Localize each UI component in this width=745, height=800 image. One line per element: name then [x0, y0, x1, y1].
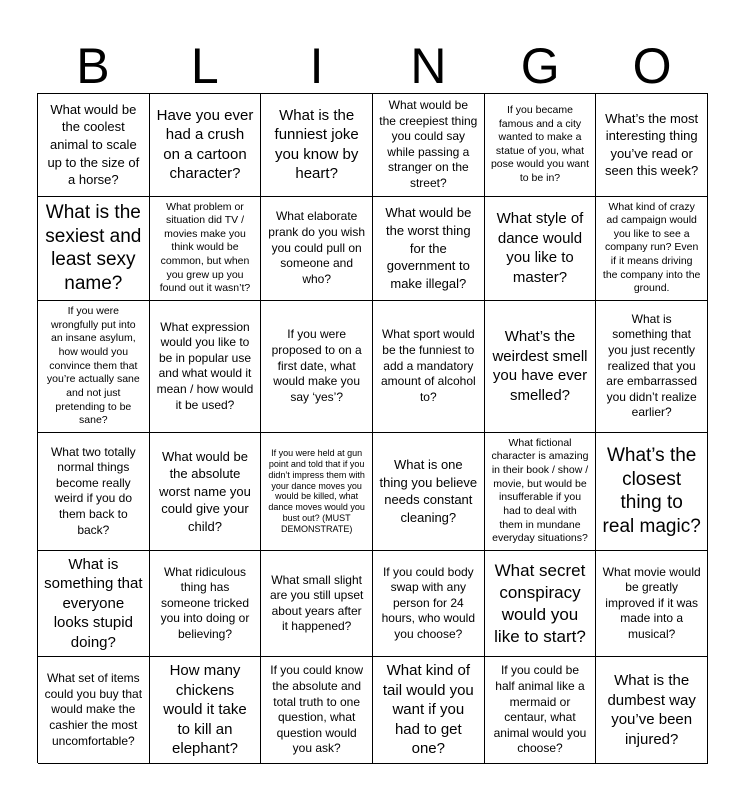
bingo-cell[interactable] — [150, 301, 262, 433]
bingo-cell[interactable] — [150, 197, 262, 301]
bingo-cell[interactable] — [38, 433, 150, 551]
bingo-cell[interactable] — [150, 433, 262, 551]
cell-text: What’s the closest thing to real magic? — [602, 444, 701, 538]
bingo-cell[interactable] — [485, 94, 597, 197]
bingo-cell[interactable] — [373, 433, 485, 551]
bingo-cell[interactable] — [373, 551, 485, 658]
title-letter-i: I — [309, 38, 324, 94]
title-letter-b: B — [76, 38, 110, 94]
cell-text: What secret conspiracy would you like to start? — [494, 560, 586, 646]
cell-text: What would be the absolute worst name you could give your child? — [159, 448, 251, 534]
cell-text: What sport would be the funniest to add a mandatory amount of alcohol to? — [380, 327, 476, 404]
bingo-cell[interactable] — [261, 433, 373, 551]
title-letter-g: G — [520, 38, 560, 94]
cell-text: What is the funniest joke you know by heart? — [274, 106, 359, 183]
bingo-cell[interactable] — [261, 197, 373, 301]
cell-text: What is something that you just recently realized that you are embarrassed you didn’t realize earlier? — [606, 311, 698, 420]
cell-text: If you were held at gun point and told that if you didn’t impress them with your dance moves you would be killed, what dance moves would you bust out? (MUST DEMONSTRATE) — [268, 448, 365, 534]
cell-text: If you were proposed to on a first date, what would make you say ‘yes’? — [271, 327, 362, 404]
bingo-cell[interactable] — [485, 433, 597, 551]
bingo-board — [37, 93, 708, 763]
cell-text: What movie would be greatly improved if it was made into a musical? — [602, 564, 701, 642]
bingo-cell[interactable] — [596, 197, 708, 301]
cell-text: What two totally normal things become really weird if you do them back to back? — [50, 444, 136, 537]
cell-text: What problem or situation did TV / movies make you think would be common, but when you grew up you found out it wasn’t? — [159, 200, 251, 295]
cell-text: How many chickens would it take to kill an elephant? — [163, 662, 247, 758]
title-letter-o: O — [632, 38, 672, 94]
bingo-cell[interactable] — [373, 197, 485, 301]
bingo-cell[interactable] — [38, 551, 150, 658]
cell-text: What small slight are you still upset about years after it happened? — [269, 572, 364, 634]
bingo-cell[interactable] — [373, 657, 485, 764]
cell-text: What is something that everyone looks stupid doing? — [44, 555, 143, 651]
cell-text: What expression would you like to be in popular use and what would it mean / how would it be used? — [156, 319, 254, 412]
cell-text: What fictional character is amazing in their book / show / movie, but would be insufferable if you had to deal with them in mundane everyday situations? — [491, 436, 589, 545]
bingo-cell[interactable] — [596, 657, 708, 764]
cell-text: What would be the coolest animal to scale up to the size of a horse? — [47, 101, 140, 188]
cell-text: What set of items could you buy that would make the cashier the most uncomfortable? — [44, 671, 143, 748]
bingo-cell[interactable] — [596, 433, 708, 551]
bingo-cell[interactable] — [150, 551, 262, 658]
bingo-cell[interactable] — [485, 657, 597, 764]
cell-text: If you became famous and a city wanted to make a statue of you, what pose would you want to be in? — [490, 103, 590, 185]
cell-text: What is the dumbest way you’ve been injured? — [607, 672, 696, 748]
bingo-cell[interactable] — [373, 301, 485, 433]
bingo-cell[interactable] — [596, 301, 708, 433]
bingo-cell[interactable] — [38, 657, 150, 764]
bingo-cell[interactable] — [261, 301, 373, 433]
bingo-cell[interactable] — [596, 551, 708, 658]
cell-text: What kind of tail would you want if you had to get one? — [382, 662, 474, 758]
cell-text: What would be the creepiest thing you could say while passing a stranger on the street? — [379, 98, 478, 190]
cell-text: What is the sexiest and least sexy name? — [45, 201, 142, 295]
cell-text: Have you ever had a crush on a cartoon character? — [156, 106, 254, 183]
cell-text: What ridiculous thing has someone tricked you into doing or believing? — [160, 564, 250, 642]
bingo-cell[interactable] — [596, 94, 708, 197]
bingo-cell[interactable] — [150, 657, 262, 764]
bingo-cell[interactable] — [373, 94, 485, 197]
bingo-cell[interactable] — [485, 551, 597, 658]
title-letter-n: N — [410, 38, 447, 94]
cell-text: What’s the weirdest smell you have ever smelled? — [492, 328, 588, 404]
bingo-cell[interactable] — [38, 94, 150, 197]
cell-text: If you could body swap with any person for 24 hours, who would you choose? — [381, 564, 476, 642]
cell-text: What elaborate prank do you wish you could pull on someone and who? — [268, 209, 366, 286]
bingo-cell[interactable] — [38, 301, 150, 433]
bingo-cell[interactable] — [485, 197, 597, 301]
bingo-cell[interactable] — [261, 94, 373, 197]
cell-text: What is one thing you believe needs constant cleaning? — [379, 457, 478, 525]
bingo-cell[interactable] — [261, 657, 373, 764]
cell-text: If you could be half animal like a mermaid or centaur, what animal would you choose? — [493, 663, 587, 756]
bingo-cell[interactable] — [261, 551, 373, 658]
cell-text: What style of dance would you like to master? — [496, 210, 584, 286]
title-letter-l: L — [190, 38, 219, 94]
cell-text: If you were wrongfully put into an insane asylum, how would you convince them that you’re actually sane and not just pretending to be sane? — [46, 305, 140, 427]
cell-text: What’s the most interesting thing you’ve read or seen this week? — [605, 110, 699, 179]
bingo-cell[interactable] — [38, 197, 150, 301]
bingo-title — [37, 38, 708, 94]
cell-text: What kind of crazy ad campaign would you like to see a company run? Even if it means driving the company into the ground. — [602, 200, 701, 295]
cell-text: What would be the worst thing for the government to make illegal? — [385, 205, 472, 291]
bingo-cell[interactable] — [485, 301, 597, 433]
bingo-cell[interactable] — [150, 94, 262, 197]
cell-text: If you could know the absolute and total truth to one question, what question would you ask? — [270, 663, 364, 756]
